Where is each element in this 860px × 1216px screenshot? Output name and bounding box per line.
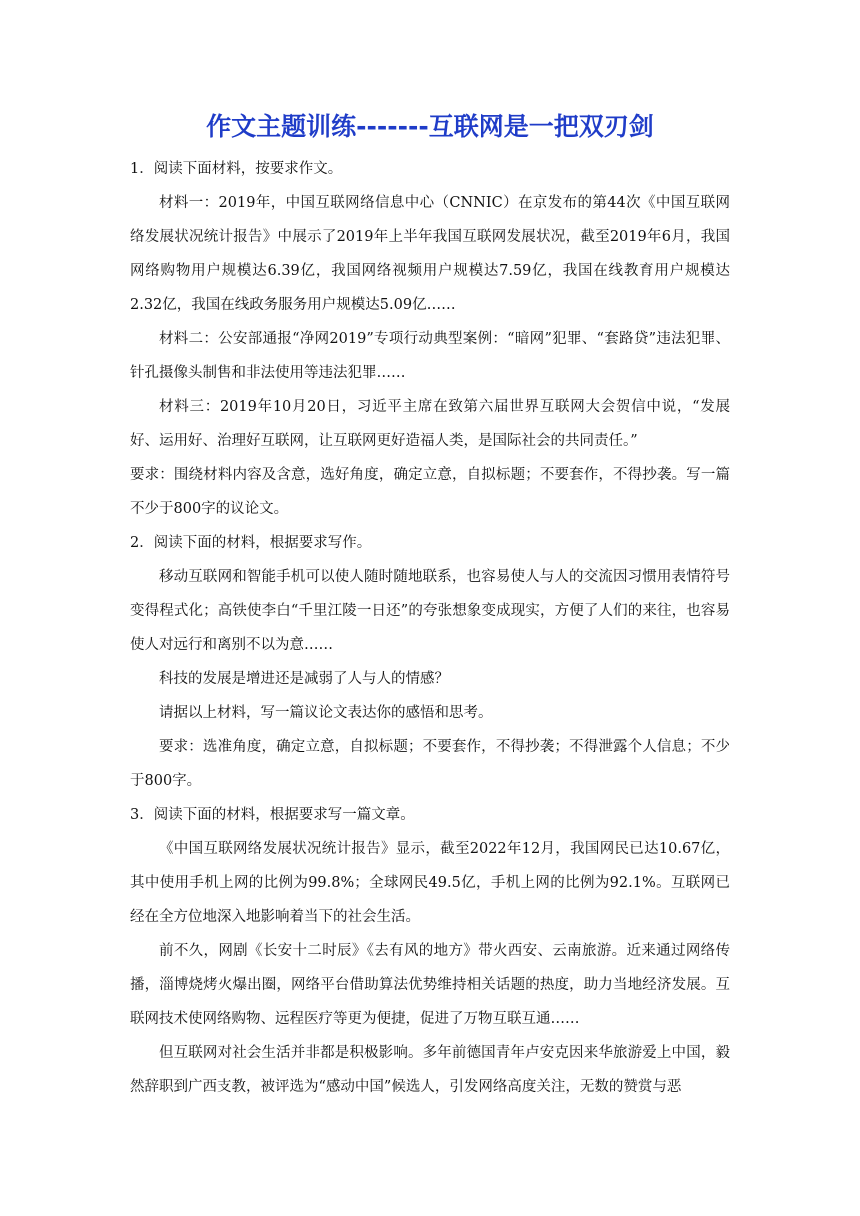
document-title: 作文主题训练-------互联网是一把双刃剑 bbox=[206, 112, 654, 141]
paragraph: 要求：围绕材料内容及含意，选好角度，确定立意，自拟标题；不要套作，不得抄袭。写一篇不少于800字的议论文。 bbox=[130, 467, 730, 517]
paragraph: 2．阅读下面的材料，根据要求写作。 bbox=[130, 535, 372, 551]
paragraph: 材料三：2019年10月20日，习近平主席在致第六届世界互联网大会贺信中说，“发展好、运用好、治理好互联网，让互联网更好造福人类，是国际社会的共同责任。” bbox=[130, 399, 730, 449]
paragraph: 3．阅读下面的材料，根据要求写一篇文章。 bbox=[130, 807, 415, 823]
paragraph: 材料二：公安部通报“净网2019”专项行动典型案例：“暗网”犯罪、“套路贷”违法犯罪、针孔摄像头制售和非法使用等违法犯罪…… bbox=[130, 331, 730, 381]
paragraph: 《中国互联网络发展状况统计报告》显示，截至2022年12月，我国网民已达10.67亿，其中使用手机上网的比例为99.8%；全球网民49.5亿，手机上网的比例为92.1%。互联网已经在全方位地深入地影响着当下的社会生活。 bbox=[130, 841, 730, 925]
paragraph: 要求：选准角度，确定立意，自拟标题；不要套作，不得抄袭；不得泄露个人信息；不少于800字。 bbox=[130, 739, 730, 789]
document-body bbox=[130, 152, 730, 1104]
paragraph: 科技的发展是增进还是减弱了人与人的情感？ bbox=[159, 671, 449, 687]
paragraph: 1．阅读下面材料，按要求作文。 bbox=[130, 161, 343, 177]
paragraph: 请据以上材料，写一篇议论文表达你的感悟和思考。 bbox=[159, 705, 493, 721]
paragraph: 前不久，网剧《长安十二时辰》《去有风的地方》带火西安、云南旅游。近来通过网络传播，淄博烧烤火爆出圈，网络平台借助算法优势维持相关话题的热度，助力当地经济发展。互联网技术使网络购物、远程医疗等更为便捷，促进了万物互联互通…… bbox=[130, 943, 730, 1027]
paragraph: 材料一：2019年，中国互联网络信息中心（CNNIC）在京发布的第44次《中国互联网络发展状况统计报告》中展示了2019年上半年我国互联网发展状况，截至2019年6月，我国网络购物用户规模达6.39亿，我国网络视频用户规模达7.59亿，我国在线教育用户规模达2.32亿，我国在线政务服务用户规模达5.09亿…… bbox=[130, 195, 730, 313]
paragraph: 移动互联网和智能手机可以使人随时随地联系，也容易使人与人的交流因习惯用表情符号变得程式化；高铁使李白“千里江陵一日还”的夸张想象变成现实，方便了人们的来往，也容易使人对远行和离别不以为意…… bbox=[130, 569, 730, 653]
paragraph: 但互联网对社会生活并非都是积极影响。多年前德国青年卢安克因来华旅游爱上中国，毅然辞职到广西支教，被评选为“感动中国”候选人，引发网络高度关注，无数的赞赏与恶 bbox=[130, 1045, 730, 1095]
